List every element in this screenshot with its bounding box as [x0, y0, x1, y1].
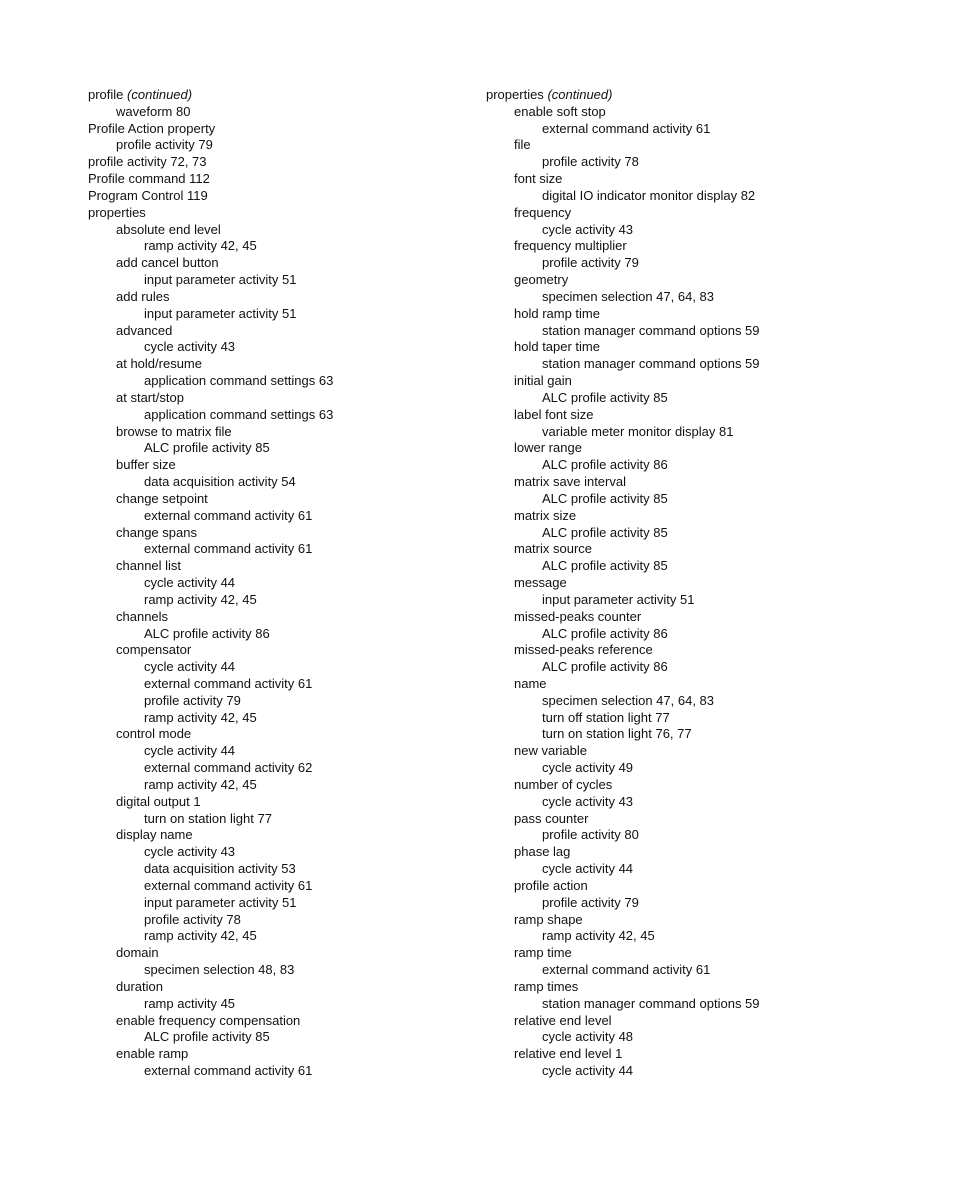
index-entry-text: ramp activity 42, 45 — [144, 776, 257, 792]
index-subentry — [88, 255, 508, 272]
index-entry-text: file — [514, 137, 531, 153]
index-entry-text: variable meter monitor display 81 — [542, 423, 734, 439]
index-entry-text: application command settings 63 — [144, 373, 334, 389]
index-subsubentry — [486, 760, 906, 777]
index-entry-text: buffer size — [116, 457, 176, 473]
index-subsubentry — [486, 726, 906, 743]
index-subentry — [88, 424, 508, 441]
index-subsubentry — [486, 626, 906, 643]
index-entry-text: matrix save interval — [514, 474, 626, 490]
index-entry-text: name — [514, 675, 547, 691]
index-subsubentry — [486, 592, 906, 609]
index-entry-text: ramp activity 45 — [144, 995, 236, 1011]
index-subsubentry — [88, 912, 508, 929]
index-entry-text: message — [514, 575, 567, 591]
index-entry-text: ramp activity 42, 45 — [144, 928, 257, 944]
index-entry-text: ramp activity 42, 45 — [144, 591, 257, 607]
index-subsubentry — [88, 1063, 508, 1080]
index-entry-text: relative end level 1 — [514, 1046, 623, 1062]
index-subentry — [486, 642, 906, 659]
index-entry-text: ramp times — [514, 978, 579, 994]
index-entry-text: lower range — [514, 440, 582, 456]
index-subsubentry — [88, 541, 508, 558]
index-entry-text: enable ramp — [116, 1046, 189, 1062]
index-subsubentry — [486, 710, 906, 727]
index-entry-text: missed-peaks reference — [514, 642, 653, 658]
index-subsubentry — [486, 996, 906, 1013]
index-subentry — [88, 642, 508, 659]
index-entry-text: cycle activity 44 — [144, 659, 236, 675]
index-entry-text: station manager command options 59 — [542, 356, 760, 372]
index-subsubentry — [486, 928, 906, 945]
index-entry — [486, 87, 906, 104]
index-entry-text: ALC profile activity 85 — [542, 558, 668, 574]
index-subsubentry — [486, 827, 906, 844]
index-subsubentry — [486, 390, 906, 407]
index-entry-text: ramp activity 42, 45 — [542, 928, 655, 944]
index-entry-text: ramp activity 42, 45 — [144, 709, 257, 725]
index-subentry — [486, 575, 906, 592]
index-subsubentry — [88, 339, 508, 356]
index-subentry — [486, 104, 906, 121]
index-entry-text: hold taper time — [514, 339, 600, 355]
index-subsubentry — [88, 760, 508, 777]
index-subsubentry — [88, 710, 508, 727]
index-entry-text: channels — [116, 608, 169, 624]
index-subsubentry — [88, 996, 508, 1013]
index-subentry — [486, 878, 906, 895]
index-entry-text: properties — [486, 87, 544, 102]
index-subsubentry — [88, 306, 508, 323]
index-entry-text: ALC profile activity 85 — [542, 490, 668, 506]
index-subsubentry — [486, 962, 906, 979]
index-subentry — [486, 777, 906, 794]
index-entry-text: label font size — [514, 406, 594, 422]
index-subentry — [486, 272, 906, 289]
index-subsubentry — [486, 323, 906, 340]
index-entry-text: compensator — [116, 642, 192, 658]
index-subentry — [88, 827, 508, 844]
index-entry-text: frequency — [514, 204, 572, 220]
index-entry-text: specimen selection 48, 83 — [144, 962, 295, 978]
index-subentry — [486, 811, 906, 828]
index-subsubentry — [486, 491, 906, 508]
index-entry-text: ALC profile activity 86 — [144, 625, 270, 641]
index-entry-text: data acquisition activity 54 — [144, 474, 296, 490]
index-entry-text: channel list — [116, 558, 182, 574]
index-entry-text: station manager command options 59 — [542, 322, 760, 338]
index-subsubentry — [486, 895, 906, 912]
index-entry-text: profile activity 80 — [542, 827, 639, 843]
index-subentry — [88, 457, 508, 474]
index-subsubentry — [88, 962, 508, 979]
index-entry-text: profile action — [514, 877, 588, 893]
index-entry-text: Profile command 112 — [88, 171, 210, 187]
index-entry-text: external command activity 62 — [144, 760, 313, 776]
index-subsubentry — [88, 407, 508, 424]
index-entry-text: ALC profile activity 85 — [542, 524, 668, 540]
index-entry-text: at hold/resume — [116, 356, 202, 372]
index-subsubentry — [486, 525, 906, 542]
index-subentry — [486, 979, 906, 996]
index-subentry — [486, 474, 906, 491]
index-entry-text: turn on station light 76, 77 — [542, 726, 692, 742]
index-subentry — [88, 390, 508, 407]
index-subsubentry — [88, 626, 508, 643]
index-entry-text: cycle activity 43 — [542, 793, 634, 809]
index-subsubentry — [88, 508, 508, 525]
index-entry-text: waveform 80 — [116, 103, 191, 119]
index-subsubentry — [88, 440, 508, 457]
index-entry-text: duration — [116, 978, 163, 994]
index-subsubentry — [88, 693, 508, 710]
index-subentry — [88, 1013, 508, 1030]
index-entry-text: number of cycles — [514, 776, 613, 792]
index-entry-text: Profile Action property — [88, 120, 216, 136]
index-subsubentry — [486, 794, 906, 811]
index-subentry — [486, 440, 906, 457]
index-entry-text: cycle activity 44 — [144, 743, 236, 759]
index-entry-text: change setpoint — [116, 490, 208, 506]
index-subsubentry — [88, 861, 508, 878]
index-entry-text: missed-peaks counter — [514, 608, 642, 624]
index-subsubentry — [486, 121, 906, 138]
index-subsubentry — [88, 272, 508, 289]
index-entry-text: phase lag — [514, 844, 571, 860]
index-entry-text: geometry — [514, 272, 569, 288]
index-subsubentry — [486, 255, 906, 272]
index-entry-text: application command settings 63 — [144, 406, 334, 422]
index-subentry — [88, 491, 508, 508]
index-entry-text: display name — [116, 827, 193, 843]
index-subsubentry — [88, 895, 508, 912]
index-entry-text: profile activity 78 — [144, 911, 241, 927]
index-entry-text: input parameter activity 51 — [144, 894, 297, 910]
index-subentry — [88, 1046, 508, 1063]
index-entry-text: external command activity 61 — [144, 1063, 313, 1079]
index-entry-text: profile activity 79 — [542, 894, 639, 910]
index-entry — [88, 205, 508, 222]
index-entry-text: ramp shape — [514, 911, 583, 927]
index-subentry — [88, 356, 508, 373]
index-entry-text: cycle activity 44 — [542, 1063, 634, 1079]
index-entry-text: external command activity 61 — [542, 120, 711, 136]
index-subsubentry — [486, 289, 906, 306]
index-subsubentry — [486, 222, 906, 239]
index-subentry — [486, 743, 906, 760]
index-entry-text: enable frequency compensation — [116, 1012, 301, 1028]
index-subsubentry — [486, 154, 906, 171]
index-entry-text: ALC profile activity 86 — [542, 457, 668, 473]
index-entry-text: cycle activity 43 — [144, 339, 236, 355]
index-entry — [88, 121, 508, 138]
index-subentry — [486, 945, 906, 962]
index-entry-text: specimen selection 47, 64, 83 — [542, 692, 714, 708]
index-subsubentry — [486, 188, 906, 205]
index-subsubentry — [486, 558, 906, 575]
index-subsubentry — [88, 777, 508, 794]
index-subentry — [88, 794, 508, 811]
index-entry-text: external command activity 61 — [144, 507, 313, 523]
index-entry-text: matrix source — [514, 541, 593, 557]
index-subsubentry — [88, 373, 508, 390]
index-subentry — [88, 609, 508, 626]
index-subsubentry — [88, 238, 508, 255]
index-subentry — [486, 306, 906, 323]
index-column-left — [88, 87, 508, 1080]
index-subsubentry — [486, 356, 906, 373]
index-entry-text: profile activity 79 — [116, 137, 213, 153]
index-subsubentry — [486, 424, 906, 441]
index-entry-text: turn on station light 77 — [144, 810, 272, 826]
index-entry-text: specimen selection 47, 64, 83 — [542, 288, 714, 304]
index-subentry — [88, 137, 508, 154]
index-entry-text: input parameter activity 51 — [542, 591, 695, 607]
index-entry-text: profile — [88, 87, 124, 102]
index-entry-text: control mode — [116, 726, 192, 742]
index-entry-text: hold ramp time — [514, 305, 600, 321]
index-entry-text: ALC profile activity 85 — [144, 1029, 270, 1045]
index-subentry — [88, 525, 508, 542]
index-column-right — [486, 87, 906, 1080]
index-entry-text: matrix size — [514, 507, 577, 523]
index-entry-text: Program Control 119 — [88, 187, 208, 203]
index-subsubentry — [486, 659, 906, 676]
index-entry-text: data acquisition activity 53 — [144, 861, 296, 877]
index-subentry — [486, 508, 906, 525]
index-entry-text: absolute end level — [116, 221, 221, 237]
index-subentry — [486, 844, 906, 861]
index-subentry — [88, 289, 508, 306]
index-entry-text: external command activity 61 — [542, 962, 711, 978]
index-subsubentry — [88, 676, 508, 693]
index-subentry — [486, 912, 906, 929]
index-subentry — [88, 945, 508, 962]
index-subsubentry — [88, 928, 508, 945]
index-subentry — [88, 323, 508, 340]
index-subsubentry — [88, 474, 508, 491]
index-entry-text: profile activity 79 — [144, 692, 241, 708]
index-entry-text: font size — [514, 171, 563, 187]
index-entry-text: profile activity 79 — [542, 255, 639, 271]
index-subentry — [486, 1013, 906, 1030]
index-entry — [88, 188, 508, 205]
index-entry-text: cycle activity 48 — [542, 1029, 634, 1045]
index-entry-text: external command activity 61 — [144, 675, 313, 691]
index-entry-text: ramp time — [514, 945, 572, 961]
index-entry — [88, 87, 508, 104]
index-entry-text: digital IO indicator monitor display 82 — [542, 187, 756, 203]
index-entry-text: new variable — [514, 743, 587, 759]
index-entry-text: cycle activity 44 — [542, 861, 634, 877]
index-subentry — [88, 558, 508, 575]
continued-label: (continued) — [547, 87, 613, 102]
index-subsubentry — [486, 1063, 906, 1080]
index-entry-text: ALC profile activity 86 — [542, 625, 668, 641]
index-subentry — [486, 205, 906, 222]
index-entry-text: cycle activity 49 — [542, 760, 634, 776]
index-entry-text: cycle activity 43 — [542, 221, 634, 237]
index-subsubentry — [486, 693, 906, 710]
index-subsubentry — [486, 861, 906, 878]
index-entry-text: ALC profile activity 85 — [144, 440, 270, 456]
index-subentry — [486, 137, 906, 154]
index-subsubentry — [88, 592, 508, 609]
index-entry-text: profile activity 72, 73 — [88, 154, 207, 170]
index-entry-text: advanced — [116, 322, 173, 338]
index-subentry — [486, 541, 906, 558]
index-subentry — [486, 1046, 906, 1063]
index-subsubentry — [88, 844, 508, 861]
index-entry-text: input parameter activity 51 — [144, 272, 297, 288]
index-entry-text: ramp activity 42, 45 — [144, 238, 257, 254]
index-entry-text: initial gain — [514, 373, 572, 389]
index-entry-text: external command activity 61 — [144, 877, 313, 893]
index-entry-text: station manager command options 59 — [542, 995, 760, 1011]
index-entry-text: pass counter — [514, 810, 589, 826]
index-entry-text: properties — [88, 204, 146, 220]
index-entry-text: change spans — [116, 524, 197, 540]
index-subentry — [88, 222, 508, 239]
index-subsubentry — [88, 575, 508, 592]
index-entry-text: browse to matrix file — [116, 423, 232, 439]
index-entry-text: enable soft stop — [514, 103, 606, 119]
index-subsubentry — [88, 811, 508, 828]
index-subentry — [486, 171, 906, 188]
index-subentry — [88, 726, 508, 743]
index-entry-text: cycle activity 43 — [144, 844, 236, 860]
index-entry-text: ALC profile activity 86 — [542, 659, 668, 675]
index-entry-text: digital output 1 — [116, 793, 201, 809]
index-entry — [88, 171, 508, 188]
index-entry-text: frequency multiplier — [514, 238, 627, 254]
index-subsubentry — [88, 743, 508, 760]
index-entry-text: profile activity 78 — [542, 154, 639, 170]
index-subentry — [88, 979, 508, 996]
index-entry-text: relative end level — [514, 1012, 612, 1028]
index-entry-text: add cancel button — [116, 255, 219, 271]
continued-label: (continued) — [127, 87, 193, 102]
index-entry-text: input parameter activity 51 — [144, 305, 297, 321]
index-subentry — [486, 609, 906, 626]
index-entry-text: external command activity 61 — [144, 541, 313, 557]
index-subsubentry — [486, 1029, 906, 1046]
index-entry-text: cycle activity 44 — [144, 575, 236, 591]
index-subentry — [486, 676, 906, 693]
index-subsubentry — [486, 457, 906, 474]
index-subentry — [486, 238, 906, 255]
index-subsubentry — [88, 1029, 508, 1046]
index-subsubentry — [88, 659, 508, 676]
index-subentry — [486, 339, 906, 356]
index-entry-text: turn off station light 77 — [542, 709, 670, 725]
index-subentry — [88, 104, 508, 121]
index-subsubentry — [88, 878, 508, 895]
index-subentry — [486, 407, 906, 424]
index-entry-text: ALC profile activity 85 — [542, 389, 668, 405]
index-entry-text: domain — [116, 945, 159, 961]
index-entry — [88, 154, 508, 171]
index-entry-text: add rules — [116, 288, 170, 304]
index-entry-text: at start/stop — [116, 389, 184, 405]
index-subentry — [486, 373, 906, 390]
